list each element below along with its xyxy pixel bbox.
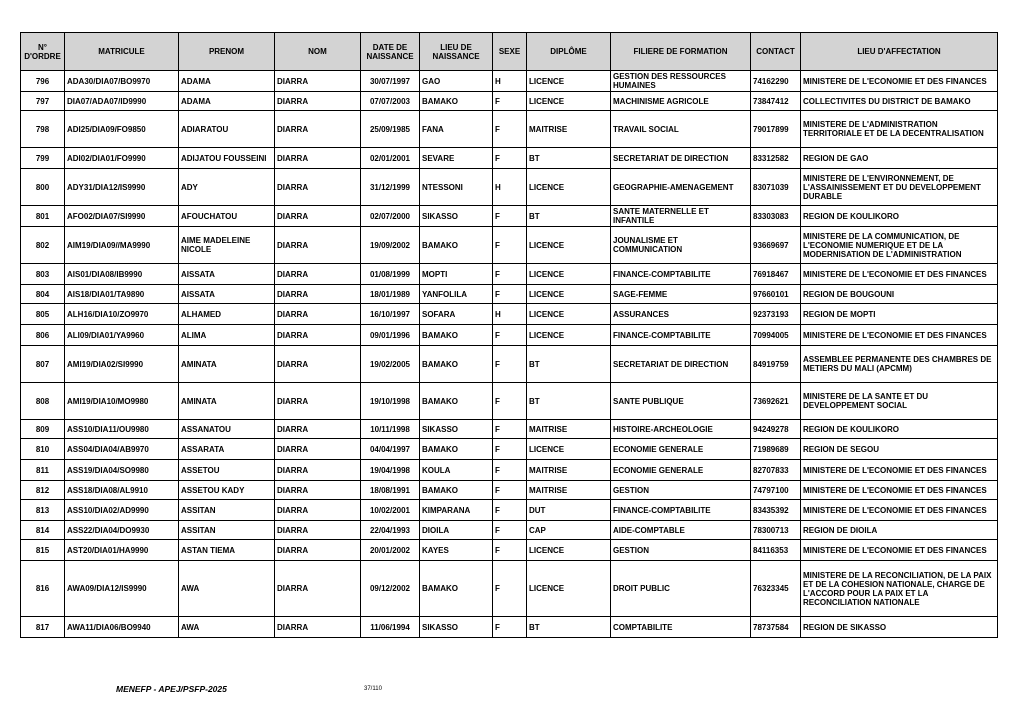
cell-diplome: MAITRISE: [527, 481, 611, 500]
cell-matricule: ASS18/DIA08/AL9910: [65, 481, 179, 500]
cell-matricule: AMI19/DIA10/MO9980: [65, 383, 179, 420]
cell-ordre: 804: [21, 285, 65, 304]
cell-lieu-affectation: ASSEMBLEE PERMANENTE DES CHAMBRES DE METIERS DU MALI (APCMM): [801, 346, 998, 383]
cell-lieu-naissance: FANA: [420, 111, 493, 148]
cell-ordre: 809: [21, 420, 65, 439]
cell-sexe: F: [493, 521, 527, 540]
cell-ordre: 815: [21, 540, 65, 561]
cell-diplome: MAITRISE: [527, 420, 611, 439]
header-date-naissance: DATE DE NAISSANCE: [361, 33, 420, 71]
cell-matricule: ALH16/DIA10/ZO9970: [65, 304, 179, 325]
cell-filiere: GEOGRAPHIE-AMENAGEMENT: [611, 169, 751, 206]
cell-date-naissance: 11/06/1994: [361, 617, 420, 638]
cell-prenom: ADY: [179, 169, 275, 206]
cell-lieu-affectation: MINISTERE DE L'ENVIRONNEMENT, DE L'ASSAINISSEMENT ET DU DEVELOPPEMENT DURABLE: [801, 169, 998, 206]
cell-contact: 76323345: [751, 561, 801, 617]
cell-date-naissance: 09/12/2002: [361, 561, 420, 617]
cell-lieu-naissance: BAMAKO: [420, 92, 493, 111]
cell-prenom: ALIMA: [179, 325, 275, 346]
cell-nom: DIARRA: [275, 383, 361, 420]
cell-lieu-naissance: NTESSONI: [420, 169, 493, 206]
cell-diplome: BT: [527, 617, 611, 638]
cell-matricule: AFO02/DIA07/SI9990: [65, 206, 179, 227]
cell-lieu-naissance: BAMAKO: [420, 227, 493, 264]
cell-lieu-naissance: BAMAKO: [420, 481, 493, 500]
cell-matricule: ADI25/DIA09/FO9850: [65, 111, 179, 148]
cell-matricule: ASS10/DIA11/OU9980: [65, 420, 179, 439]
cell-nom: DIARRA: [275, 169, 361, 206]
cell-diplome: BT: [527, 206, 611, 227]
cell-filiere: SANTE PUBLIQUE: [611, 383, 751, 420]
cell-contact: 78737584: [751, 617, 801, 638]
cell-lieu-affectation: MINISTERE DE L'ECONOMIE ET DES FINANCES: [801, 264, 998, 285]
cell-prenom: ADIARATOU: [179, 111, 275, 148]
cell-filiere: SECRETARIAT DE DIRECTION: [611, 346, 751, 383]
table-row: [21, 325, 998, 346]
cell-nom: DIARRA: [275, 206, 361, 227]
cell-filiere: ASSURANCES: [611, 304, 751, 325]
cell-ordre: 808: [21, 383, 65, 420]
cell-date-naissance: 20/01/2002: [361, 540, 420, 561]
cell-diplome: LICENCE: [527, 285, 611, 304]
cell-matricule: ADA30/DIA07/BO9970: [65, 71, 179, 92]
cell-contact: 70994005: [751, 325, 801, 346]
cell-date-naissance: 09/01/1996: [361, 325, 420, 346]
cell-lieu-affectation: MINISTERE DE L'ECONOMIE ET DES FINANCES: [801, 71, 998, 92]
table-row: [21, 439, 998, 460]
cell-diplome: BT: [527, 148, 611, 169]
cell-prenom: AISSATA: [179, 285, 275, 304]
cell-matricule: AIS18/DIA01/TA9890: [65, 285, 179, 304]
cell-prenom: ADAMA: [179, 71, 275, 92]
table-row: [21, 285, 998, 304]
cell-lieu-naissance: BAMAKO: [420, 383, 493, 420]
cell-lieu-naissance: KAYES: [420, 540, 493, 561]
cell-matricule: ASS19/DIA04/SO9980: [65, 460, 179, 481]
cell-date-naissance: 04/04/1997: [361, 439, 420, 460]
cell-lieu-naissance: BAMAKO: [420, 439, 493, 460]
cell-nom: DIARRA: [275, 420, 361, 439]
cell-date-naissance: 10/02/2001: [361, 500, 420, 521]
cell-lieu-affectation: MINISTERE DE L'ECONOMIE ET DES FINANCES: [801, 325, 998, 346]
cell-nom: DIARRA: [275, 92, 361, 111]
cell-lieu-naissance: SIKASSO: [420, 420, 493, 439]
cell-filiere: TRAVAIL SOCIAL: [611, 111, 751, 148]
cell-prenom: ALHAMED: [179, 304, 275, 325]
cell-diplome: MAITRISE: [527, 460, 611, 481]
cell-contact: 84919759: [751, 346, 801, 383]
cell-sexe: F: [493, 325, 527, 346]
cell-lieu-naissance: BAMAKO: [420, 346, 493, 383]
cell-date-naissance: 18/08/1991: [361, 481, 420, 500]
page-number: 37/110: [364, 686, 382, 692]
cell-lieu-affectation: MINISTERE DE L'ECONOMIE ET DES FINANCES: [801, 500, 998, 521]
cell-filiere: MACHINISME AGRICOLE: [611, 92, 751, 111]
cell-ordre: 807: [21, 346, 65, 383]
cell-ordre: 800: [21, 169, 65, 206]
cell-lieu-naissance: SOFARA: [420, 304, 493, 325]
cell-prenom: AWA: [179, 561, 275, 617]
header-diplome: DIPLÔME: [527, 33, 611, 71]
cell-nom: DIARRA: [275, 481, 361, 500]
cell-lieu-affectation: MINISTERE DE LA SANTE ET DU DEVELOPPEMENT SOCIAL: [801, 383, 998, 420]
cell-contact: 97660101: [751, 285, 801, 304]
cell-sexe: F: [493, 561, 527, 617]
cell-lieu-affectation: MINISTERE DE L'ADMINISTRATION TERRITORIALE ET DE LA DECENTRALISATION: [801, 111, 998, 148]
cell-ordre: 797: [21, 92, 65, 111]
cell-nom: DIARRA: [275, 460, 361, 481]
cell-nom: DIARRA: [275, 500, 361, 521]
cell-diplome: BT: [527, 383, 611, 420]
table-row: [21, 420, 998, 439]
cell-ordre: 810: [21, 439, 65, 460]
cell-contact: 73847412: [751, 92, 801, 111]
cell-filiere: ECONOMIE GENERALE: [611, 439, 751, 460]
cell-nom: DIARRA: [275, 325, 361, 346]
cell-nom: DIARRA: [275, 148, 361, 169]
cell-matricule: ASS22/DIA04/DO9930: [65, 521, 179, 540]
cell-nom: DIARRA: [275, 521, 361, 540]
cell-date-naissance: 19/10/1998: [361, 383, 420, 420]
cell-ordre: 814: [21, 521, 65, 540]
cell-ordre: 813: [21, 500, 65, 521]
table-row: [21, 561, 998, 617]
cell-contact: 83312582: [751, 148, 801, 169]
cell-filiere: FINANCE-COMPTABILITE: [611, 264, 751, 285]
cell-prenom: ADAMA: [179, 92, 275, 111]
cell-prenom: AWA: [179, 617, 275, 638]
cell-lieu-naissance: SIKASSO: [420, 206, 493, 227]
cell-lieu-naissance: KOULA: [420, 460, 493, 481]
cell-diplome: LICENCE: [527, 304, 611, 325]
cell-lieu-naissance: KIMPARANA: [420, 500, 493, 521]
cell-sexe: F: [493, 346, 527, 383]
cell-nom: DIARRA: [275, 264, 361, 285]
cell-contact: 83071039: [751, 169, 801, 206]
cell-filiere: FINANCE-COMPTABILITE: [611, 500, 751, 521]
cell-nom: DIARRA: [275, 304, 361, 325]
cell-prenom: AIME MADELEINE NICOLE: [179, 227, 275, 264]
cell-matricule: AST20/DIA01/HA9990: [65, 540, 179, 561]
table-row: [21, 383, 998, 420]
cell-nom: DIARRA: [275, 71, 361, 92]
cell-matricule: ASS04/DIA04/AB9970: [65, 439, 179, 460]
cell-date-naissance: 16/10/1997: [361, 304, 420, 325]
cell-diplome: DUT: [527, 500, 611, 521]
cell-sexe: F: [493, 206, 527, 227]
cell-matricule: ADI02/DIA01/FO9990: [65, 148, 179, 169]
cell-filiere: GESTION: [611, 540, 751, 561]
cell-lieu-affectation: REGION DE DIOILA: [801, 521, 998, 540]
table-row: [21, 521, 998, 540]
cell-lieu-affectation: COLLECTIVITES DU DISTRICT DE BAMAKO: [801, 92, 998, 111]
cell-ordre: 817: [21, 617, 65, 638]
cell-nom: DIARRA: [275, 540, 361, 561]
cell-sexe: F: [493, 460, 527, 481]
cell-filiere: FINANCE-COMPTABILITE: [611, 325, 751, 346]
table-row: [21, 92, 998, 111]
cell-contact: 79017899: [751, 111, 801, 148]
cell-filiere: ECONOMIE GENERALE: [611, 460, 751, 481]
cell-matricule: AIS01/DIA08/IB9990: [65, 264, 179, 285]
cell-nom: DIARRA: [275, 111, 361, 148]
cell-contact: 71989689: [751, 439, 801, 460]
cell-sexe: H: [493, 71, 527, 92]
cell-contact: 94249278: [751, 420, 801, 439]
cell-nom: DIARRA: [275, 285, 361, 304]
cell-date-naissance: 18/01/1989: [361, 285, 420, 304]
cell-date-naissance: 01/08/1999: [361, 264, 420, 285]
cell-diplome: MAITRISE: [527, 111, 611, 148]
table-row: [21, 540, 998, 561]
table-row: [21, 148, 998, 169]
table-row: [21, 206, 998, 227]
cell-diplome: BT: [527, 346, 611, 383]
cell-date-naissance: 02/07/2000: [361, 206, 420, 227]
table-row: [21, 264, 998, 285]
table-row: [21, 481, 998, 500]
cell-prenom: ASSITAN: [179, 521, 275, 540]
table-body: [21, 71, 998, 638]
table-row: [21, 346, 998, 383]
cell-diplome: LICENCE: [527, 71, 611, 92]
cell-ordre: 811: [21, 460, 65, 481]
cell-sexe: H: [493, 304, 527, 325]
cell-filiere: SANTE MATERNELLE ET INFANTILE: [611, 206, 751, 227]
cell-lieu-naissance: MOPTI: [420, 264, 493, 285]
cell-date-naissance: 25/09/1985: [361, 111, 420, 148]
cell-filiere: GESTION: [611, 481, 751, 500]
cell-lieu-affectation: REGION DE GAO: [801, 148, 998, 169]
cell-contact: 84116353: [751, 540, 801, 561]
cell-ordre: 798: [21, 111, 65, 148]
cell-ordre: 816: [21, 561, 65, 617]
cell-matricule: AWA11/DIA06/BO9940: [65, 617, 179, 638]
cell-matricule: AIM19/DIA09//MA9990: [65, 227, 179, 264]
cell-filiere: DROIT PUBLIC: [611, 561, 751, 617]
affectation-table: [20, 32, 998, 638]
cell-ordre: 806: [21, 325, 65, 346]
cell-sexe: F: [493, 540, 527, 561]
cell-sexe: F: [493, 617, 527, 638]
table-row: [21, 169, 998, 206]
cell-matricule: AWA09/DIA12/IS9990: [65, 561, 179, 617]
cell-matricule: ADY31/DIA12/IS9990: [65, 169, 179, 206]
cell-date-naissance: 19/04/1998: [361, 460, 420, 481]
cell-matricule: ALI09/DIA01/YA9960: [65, 325, 179, 346]
cell-lieu-naissance: SIKASSO: [420, 617, 493, 638]
cell-sexe: F: [493, 92, 527, 111]
cell-lieu-naissance: BAMAKO: [420, 561, 493, 617]
cell-contact: 83303083: [751, 206, 801, 227]
cell-ordre: 803: [21, 264, 65, 285]
cell-sexe: H: [493, 169, 527, 206]
cell-filiere: HISTOIRE-ARCHEOLOGIE: [611, 420, 751, 439]
cell-date-naissance: 07/07/2003: [361, 92, 420, 111]
cell-date-naissance: 22/04/1993: [361, 521, 420, 540]
cell-sexe: F: [493, 481, 527, 500]
affectation-table-sheet: [20, 32, 997, 638]
cell-lieu-affectation: MINISTERE DE L'ECONOMIE ET DES FINANCES: [801, 460, 998, 481]
cell-filiere: SECRETARIAT DE DIRECTION: [611, 148, 751, 169]
cell-diplome: LICENCE: [527, 325, 611, 346]
table-row: [21, 460, 998, 481]
cell-sexe: F: [493, 383, 527, 420]
cell-contact: 93669697: [751, 227, 801, 264]
cell-lieu-affectation: REGION DE KOULIKORO: [801, 420, 998, 439]
cell-sexe: F: [493, 285, 527, 304]
footer-reference: MENEFP - APEJ/PSFP-2025: [116, 684, 227, 694]
table-row: [21, 71, 998, 92]
cell-ordre: 799: [21, 148, 65, 169]
cell-lieu-affectation: MINISTERE DE LA RECONCILIATION, DE LA PAIX ET DE LA COHESION NATIONALE, CHARGE DE L'ACCORD POUR LA PAIX ET LA RECONCILIATION NATIONALE: [801, 561, 998, 617]
cell-diplome: LICENCE: [527, 227, 611, 264]
cell-diplome: LICENCE: [527, 439, 611, 460]
cell-lieu-naissance: SEVARE: [420, 148, 493, 169]
cell-prenom: AMINATA: [179, 383, 275, 420]
header-sexe: SEXE: [493, 33, 527, 71]
cell-filiere: AIDE-COMPTABLE: [611, 521, 751, 540]
cell-lieu-naissance: BAMAKO: [420, 325, 493, 346]
header-matricule: MATRICULE: [65, 33, 179, 71]
cell-diplome: LICENCE: [527, 540, 611, 561]
cell-nom: DIARRA: [275, 561, 361, 617]
cell-prenom: ASTAN TIEMA: [179, 540, 275, 561]
cell-lieu-affectation: REGION DE BOUGOUNI: [801, 285, 998, 304]
cell-diplome: LICENCE: [527, 169, 611, 206]
cell-matricule: ASS10/DIA02/AD9990: [65, 500, 179, 521]
cell-prenom: ASSITAN: [179, 500, 275, 521]
table-row: [21, 304, 998, 325]
cell-lieu-affectation: REGION DE SEGOU: [801, 439, 998, 460]
cell-prenom: AFOUCHATOU: [179, 206, 275, 227]
cell-lieu-naissance: DIOILA: [420, 521, 493, 540]
table-row: [21, 617, 998, 638]
cell-sexe: F: [493, 111, 527, 148]
cell-sexe: F: [493, 227, 527, 264]
cell-sexe: F: [493, 148, 527, 169]
cell-diplome: CAP: [527, 521, 611, 540]
cell-prenom: AMINATA: [179, 346, 275, 383]
cell-ordre: 805: [21, 304, 65, 325]
header-filiere: FILIERE DE FORMATION: [611, 33, 751, 71]
header-nom: NOM: [275, 33, 361, 71]
cell-date-naissance: 19/09/2002: [361, 227, 420, 264]
cell-sexe: F: [493, 420, 527, 439]
cell-prenom: AISSATA: [179, 264, 275, 285]
cell-contact: 83435392: [751, 500, 801, 521]
cell-date-naissance: 02/01/2001: [361, 148, 420, 169]
cell-filiere: SAGE-FEMME: [611, 285, 751, 304]
cell-contact: 82707833: [751, 460, 801, 481]
header-lieu-affectation: LIEU D'AFFECTATION: [801, 33, 998, 71]
cell-sexe: F: [493, 439, 527, 460]
header-contact: CONTACT: [751, 33, 801, 71]
cell-ordre: 802: [21, 227, 65, 264]
cell-date-naissance: 19/02/2005: [361, 346, 420, 383]
table-header-row: [21, 33, 998, 71]
cell-diplome: LICENCE: [527, 92, 611, 111]
cell-lieu-naissance: GAO: [420, 71, 493, 92]
cell-ordre: 812: [21, 481, 65, 500]
cell-prenom: ASSETOU KADY: [179, 481, 275, 500]
cell-lieu-affectation: REGION DE KOULIKORO: [801, 206, 998, 227]
cell-date-naissance: 31/12/1999: [361, 169, 420, 206]
cell-date-naissance: 30/07/1997: [361, 71, 420, 92]
cell-lieu-affectation: MINISTERE DE L'ECONOMIE ET DES FINANCES: [801, 481, 998, 500]
cell-prenom: ASSETOU: [179, 460, 275, 481]
table-row: [21, 111, 998, 148]
header-lieu-naissance: LIEU DE NAISSANCE: [420, 33, 493, 71]
cell-filiere: JOUNALISME ET COMMUNICATION: [611, 227, 751, 264]
cell-nom: DIARRA: [275, 346, 361, 383]
table-row: [21, 227, 998, 264]
cell-filiere: GESTION DES RESSOURCES HUMAINES: [611, 71, 751, 92]
cell-lieu-naissance: YANFOLILA: [420, 285, 493, 304]
cell-nom: DIARRA: [275, 227, 361, 264]
table-row: [21, 500, 998, 521]
cell-sexe: F: [493, 264, 527, 285]
cell-lieu-affectation: MINISTERE DE L'ECONOMIE ET DES FINANCES: [801, 540, 998, 561]
cell-lieu-affectation: REGION DE SIKASSO: [801, 617, 998, 638]
cell-matricule: AMI19/DIA02/SI9990: [65, 346, 179, 383]
cell-ordre: 801: [21, 206, 65, 227]
cell-diplome: LICENCE: [527, 264, 611, 285]
cell-prenom: ASSARATA: [179, 439, 275, 460]
cell-prenom: ASSANATOU: [179, 420, 275, 439]
cell-contact: 92373193: [751, 304, 801, 325]
header-prenom: PRENOM: [179, 33, 275, 71]
cell-prenom: ADIJATOU FOUSSEINI: [179, 148, 275, 169]
cell-sexe: F: [493, 500, 527, 521]
cell-lieu-affectation: MINISTERE DE LA COMMUNICATION, DE L'ECONOMIE NUMERIQUE ET DE LA MODERNISATION DE L'ADMINISTRATION: [801, 227, 998, 264]
cell-contact: 78300713: [751, 521, 801, 540]
cell-ordre: 796: [21, 71, 65, 92]
cell-filiere: COMPTABILITE: [611, 617, 751, 638]
cell-diplome: LICENCE: [527, 561, 611, 617]
cell-contact: 74162290: [751, 71, 801, 92]
cell-contact: 76918467: [751, 264, 801, 285]
header-ordre: N° D'ORDRE: [21, 33, 65, 71]
cell-matricule: DIA07/ADA07/ID9990: [65, 92, 179, 111]
cell-date-naissance: 10/11/1998: [361, 420, 420, 439]
cell-contact: 73692621: [751, 383, 801, 420]
cell-nom: DIARRA: [275, 617, 361, 638]
cell-nom: DIARRA: [275, 439, 361, 460]
cell-contact: 74797100: [751, 481, 801, 500]
cell-lieu-affectation: REGION DE MOPTI: [801, 304, 998, 325]
